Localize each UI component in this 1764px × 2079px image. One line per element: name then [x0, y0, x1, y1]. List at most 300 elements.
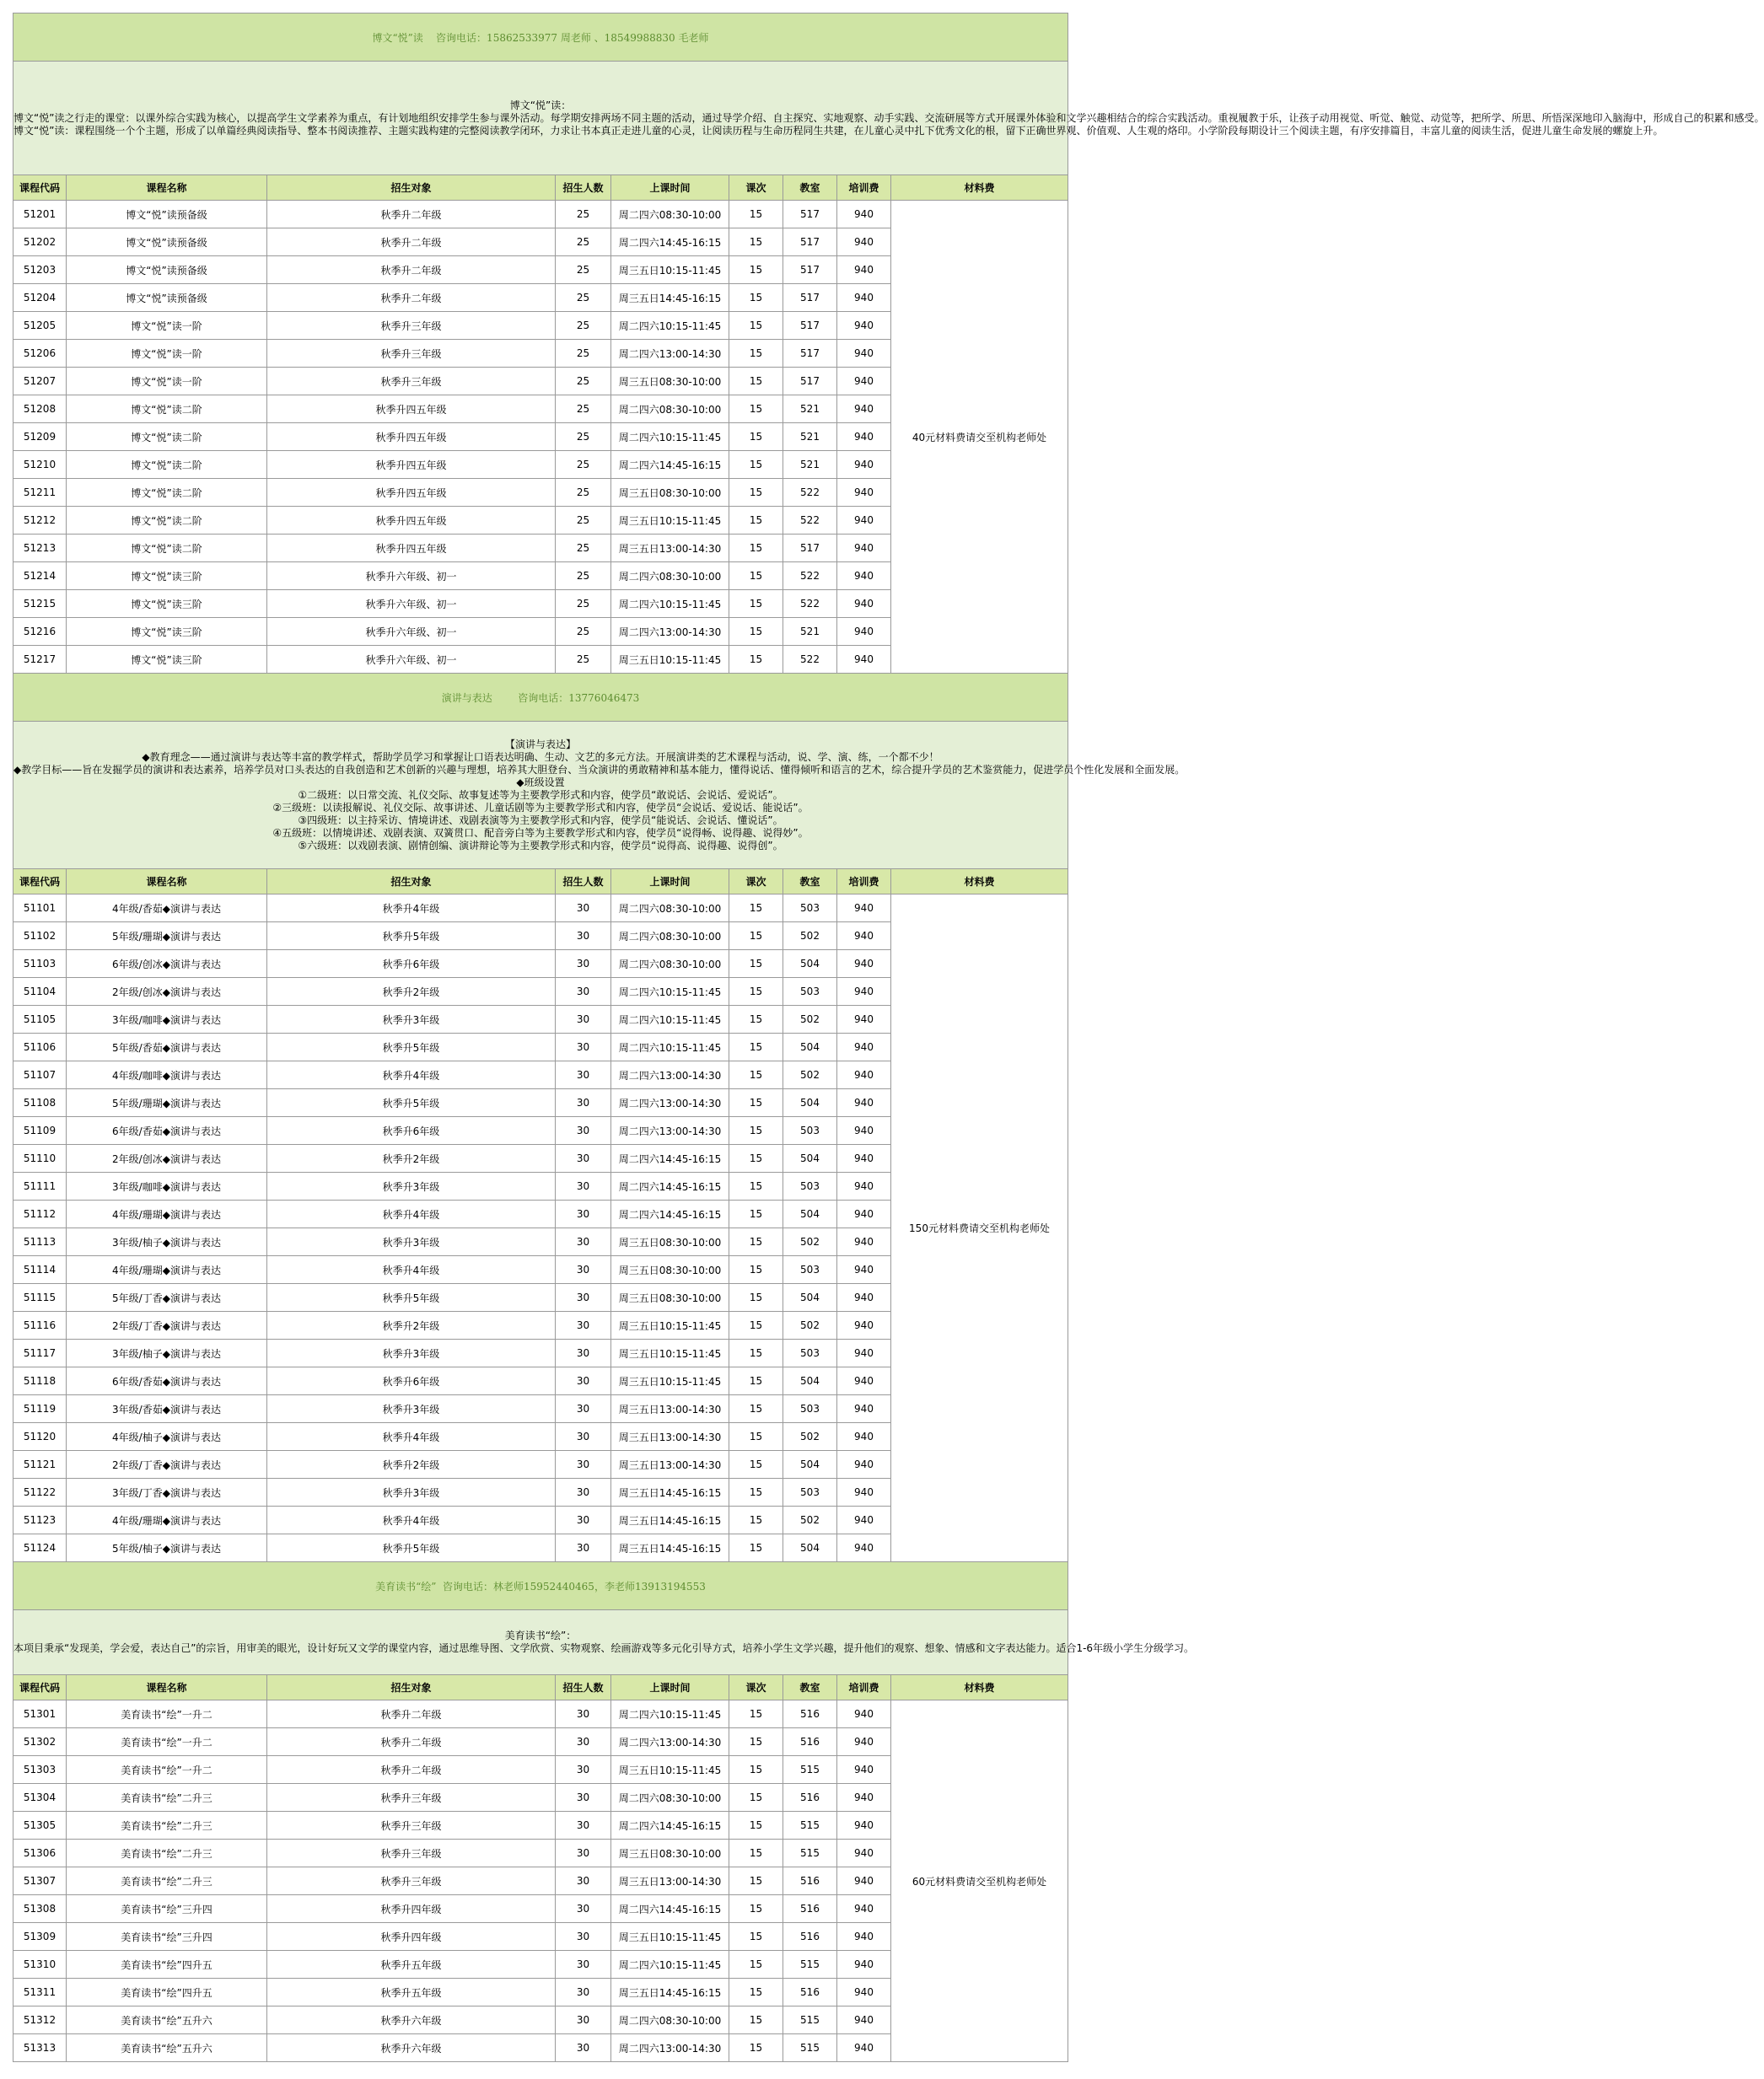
classroom: 502: [783, 1423, 837, 1451]
course-name: 2年级/丁香◆演讲与表达: [67, 1451, 267, 1479]
enroll-target: 秋季升4年级: [267, 1201, 556, 1228]
classroom: 516: [783, 1728, 837, 1756]
course-name: 5年级/珊瑚◆演讲与表达: [67, 1089, 267, 1117]
course-code: 51313: [13, 2034, 67, 2062]
sessions: 15: [729, 1395, 783, 1423]
enroll-target: 秋季升四五年级: [267, 479, 556, 507]
header-tuition: 培训费: [837, 869, 891, 894]
course-name: 博文“悦”读二阶: [67, 395, 267, 423]
enroll-target: 秋季升6年级: [267, 1367, 556, 1395]
sessions: 15: [729, 284, 783, 312]
classroom: 502: [783, 922, 837, 950]
class-time: 周三五日08:30-10:00: [611, 1840, 729, 1867]
course-name: 美育读书“绘”二升三: [67, 1840, 267, 1867]
tuition: 940: [837, 1756, 891, 1784]
class-time: 周二四六13:00-14:30: [611, 1089, 729, 1117]
enroll-target: 秋季升2年级: [267, 1451, 556, 1479]
classroom: 521: [783, 423, 837, 451]
course-code: 51120: [13, 1423, 67, 1451]
capacity: 30: [556, 1173, 611, 1201]
capacity: 30: [556, 1812, 611, 1840]
capacity: 30: [556, 1728, 611, 1756]
class-time: 周三五日10:15-11:45: [611, 1312, 729, 1340]
column-header-row: [13, 1675, 1068, 1700]
description-line: 【演讲与表达】: [504, 738, 576, 750]
capacity: 30: [556, 1117, 611, 1145]
enroll-target: 秋季升4年级: [267, 1423, 556, 1451]
course-code: 51306: [13, 1840, 67, 1867]
class-time: 周三五日10:15-11:45: [611, 256, 729, 284]
tuition: 940: [837, 950, 891, 978]
class-time: 周二四六13:00-14:30: [611, 618, 729, 646]
class-time: 周三五日14:45-16:15: [611, 1534, 729, 1562]
sessions: 15: [729, 451, 783, 479]
class-time: 周三五日10:15-11:45: [611, 1367, 729, 1395]
course-name: 2年级/丁香◆演讲与表达: [67, 1312, 267, 1340]
classroom: 522: [783, 479, 837, 507]
course-name: 4年级/珊瑚◆演讲与表达: [67, 1507, 267, 1534]
classroom: 504: [783, 1034, 837, 1061]
tuition: 940: [837, 1145, 891, 1173]
tuition: 940: [837, 507, 891, 535]
class-time: 周二四六08:30-10:00: [611, 562, 729, 590]
classroom: 503: [783, 1479, 837, 1507]
course-code: 51117: [13, 1340, 67, 1367]
course-code: 51206: [13, 340, 67, 368]
enroll-target: 秋季升四五年级: [267, 451, 556, 479]
header-sessions: 课次: [729, 869, 783, 894]
capacity: 25: [556, 618, 611, 646]
description-line: 美育读书“绘”：: [504, 1630, 577, 1641]
course-code: 51111: [13, 1173, 67, 1201]
tuition: 940: [837, 228, 891, 256]
course-schedule-sheet: [13, 13, 1764, 2062]
capacity: 25: [556, 368, 611, 395]
sessions: 15: [729, 1089, 783, 1117]
class-time: 周三五日14:45-16:15: [611, 1979, 729, 2006]
sessions: 15: [729, 562, 783, 590]
sessions: 15: [729, 1534, 783, 1562]
tuition: 940: [837, 1923, 891, 1951]
classroom: 504: [783, 950, 837, 978]
header-course-name: 课程名称: [67, 869, 267, 894]
course-code: 51113: [13, 1228, 67, 1256]
classroom: 502: [783, 1006, 837, 1034]
course-name: 3年级/柚子◆演讲与表达: [67, 1340, 267, 1367]
course-name: 2年级/创冰◆演讲与表达: [67, 978, 267, 1006]
sessions: 15: [729, 368, 783, 395]
sessions: 15: [729, 618, 783, 646]
enroll-target: 秋季升5年级: [267, 1284, 556, 1312]
course-name: 3年级/丁香◆演讲与表达: [67, 1479, 267, 1507]
header-enroll-target: 招生对象: [267, 869, 556, 894]
class-time: 周二四六08:30-10:00: [611, 395, 729, 423]
header-capacity: 招生人数: [556, 869, 611, 894]
section-title: 演讲与表达 咨询电话：13776046473: [13, 674, 1068, 722]
classroom: 502: [783, 1312, 837, 1340]
section-description-yuedu: [13, 62, 1068, 175]
section-description-yanjiang: [13, 722, 1068, 869]
sessions: 15: [729, 1340, 783, 1367]
capacity: 30: [556, 1479, 611, 1507]
sessions: 15: [729, 1367, 783, 1395]
capacity: 30: [556, 1256, 611, 1284]
course-code: 51301: [13, 1700, 67, 1728]
tuition: 940: [837, 1507, 891, 1534]
course-name: 5年级/香茹◆演讲与表达: [67, 1034, 267, 1061]
course-name: 博文“悦”读一阶: [67, 368, 267, 395]
class-time: 周三五日08:30-10:00: [611, 368, 729, 395]
tuition: 940: [837, 1895, 891, 1923]
class-time: 周三五日08:30-10:00: [611, 1256, 729, 1284]
table-row: [13, 201, 1068, 228]
class-time: 周三五日13:00-14:30: [611, 1451, 729, 1479]
enroll-target: 秋季升三年级: [267, 1867, 556, 1895]
course-code: 51312: [13, 2006, 67, 2034]
course-name: 4年级/柚子◆演讲与表达: [67, 1423, 267, 1451]
class-time: 周二四六08:30-10:00: [611, 950, 729, 978]
sessions: 15: [729, 1228, 783, 1256]
course-name: 博文“悦”读三阶: [67, 562, 267, 590]
class-time: 周三五日13:00-14:30: [611, 1423, 729, 1451]
classroom: 502: [783, 1228, 837, 1256]
tuition: 940: [837, 312, 891, 340]
course-code: 51210: [13, 451, 67, 479]
capacity: 30: [556, 1756, 611, 1784]
sessions: 15: [729, 535, 783, 562]
capacity: 30: [556, 1979, 611, 2006]
tuition: 940: [837, 894, 891, 922]
course-name: 6年级/香茹◆演讲与表达: [67, 1367, 267, 1395]
course-name: 美育读书“绘”五升六: [67, 2006, 267, 2034]
course-code: 51122: [13, 1479, 67, 1507]
tuition: 940: [837, 1284, 891, 1312]
classroom: 503: [783, 1117, 837, 1145]
tuition: 940: [837, 284, 891, 312]
course-code: 51102: [13, 922, 67, 950]
classroom: 504: [783, 1145, 837, 1173]
capacity: 25: [556, 423, 611, 451]
course-name: 3年级/咖啡◆演讲与表达: [67, 1173, 267, 1201]
course-name: 5年级/珊瑚◆演讲与表达: [67, 922, 267, 950]
tuition: 940: [837, 1395, 891, 1423]
capacity: 30: [556, 1395, 611, 1423]
capacity: 25: [556, 535, 611, 562]
classroom: 504: [783, 1089, 837, 1117]
classroom: 504: [783, 1367, 837, 1395]
capacity: 25: [556, 590, 611, 618]
capacity: 30: [556, 1507, 611, 1534]
sessions: 15: [729, 1700, 783, 1728]
capacity: 30: [556, 1201, 611, 1228]
course-code: 51309: [13, 1923, 67, 1951]
capacity: 30: [556, 922, 611, 950]
course-name: 博文“悦”读二阶: [67, 479, 267, 507]
capacity: 25: [556, 479, 611, 507]
classroom: 502: [783, 1507, 837, 1534]
sessions: 15: [729, 1034, 783, 1061]
sessions: 15: [729, 1728, 783, 1756]
course-name: 3年级/柚子◆演讲与表达: [67, 1228, 267, 1256]
capacity: 30: [556, 1923, 611, 1951]
table-row: [13, 1700, 1068, 1728]
capacity: 30: [556, 2034, 611, 2062]
tuition: 940: [837, 1089, 891, 1117]
course-code: 51302: [13, 1728, 67, 1756]
sessions: 15: [729, 894, 783, 922]
class-time: 周二四六14:45-16:15: [611, 1201, 729, 1228]
course-code: 51304: [13, 1784, 67, 1812]
course-code: 51204: [13, 284, 67, 312]
capacity: 30: [556, 1840, 611, 1867]
course-name: 博文“悦”读预备级: [67, 284, 267, 312]
enroll-target: 秋季升三年级: [267, 1840, 556, 1867]
tuition: 940: [837, 1451, 891, 1479]
enroll-target: 秋季升三年级: [267, 340, 556, 368]
classroom: 521: [783, 451, 837, 479]
classroom: 503: [783, 1395, 837, 1423]
header-sessions: 课次: [729, 1675, 783, 1700]
course-code: 51118: [13, 1367, 67, 1395]
enroll-target: 秋季升3年级: [267, 1173, 556, 1201]
enroll-target: 秋季升2年级: [267, 978, 556, 1006]
schedule-body: [13, 13, 1764, 2062]
header-class-time: 上课时间: [611, 175, 729, 201]
tuition: 940: [837, 1034, 891, 1061]
classroom: 522: [783, 590, 837, 618]
course-code: 51217: [13, 646, 67, 674]
section-description-meiyu: [13, 1610, 1068, 1675]
material-fee-note: 40元材料费请交至机构老师处: [891, 201, 1068, 674]
header-capacity: 招生人数: [556, 1675, 611, 1700]
sessions: 15: [729, 950, 783, 978]
capacity: 30: [556, 1367, 611, 1395]
tuition: 940: [837, 1479, 891, 1507]
course-name: 博文“悦”读二阶: [67, 535, 267, 562]
tuition: 940: [837, 1951, 891, 1979]
course-name: 6年级/香茹◆演讲与表达: [67, 1117, 267, 1145]
capacity: 30: [556, 1951, 611, 1979]
enroll-target: 秋季升三年级: [267, 368, 556, 395]
enroll-target: 秋季升2年级: [267, 1312, 556, 1340]
capacity: 25: [556, 507, 611, 535]
enroll-target: 秋季升6年级: [267, 950, 556, 978]
enroll-target: 秋季升五年级: [267, 1979, 556, 2006]
enroll-target: 秋季升二年级: [267, 201, 556, 228]
enroll-target: 秋季升四五年级: [267, 507, 556, 535]
classroom: 517: [783, 368, 837, 395]
classroom: 503: [783, 1340, 837, 1367]
enroll-target: 秋季升六年级: [267, 2034, 556, 2062]
sessions: 15: [729, 1895, 783, 1923]
course-code: 51215: [13, 590, 67, 618]
tuition: 940: [837, 1784, 891, 1812]
header-material-fee: 材料费: [891, 869, 1068, 894]
enroll-target: 秋季升三年级: [267, 1784, 556, 1812]
enroll-target: 秋季升三年级: [267, 1812, 556, 1840]
tuition: 940: [837, 201, 891, 228]
class-time: 周三五日10:15-11:45: [611, 1756, 729, 1784]
enroll-target: 秋季升4年级: [267, 1256, 556, 1284]
class-time: 周三五日10:15-11:45: [611, 507, 729, 535]
class-time: 周三五日13:00-14:30: [611, 1867, 729, 1895]
class-time: 周二四六13:00-14:30: [611, 1061, 729, 1089]
sessions: 15: [729, 201, 783, 228]
header-classroom: 教室: [783, 869, 837, 894]
description-text: [13, 722, 1186, 869]
description-text: [13, 1610, 1195, 1675]
class-time: 周二四六14:45-16:15: [611, 1173, 729, 1201]
sessions: 15: [729, 228, 783, 256]
course-code: 51205: [13, 312, 67, 340]
classroom: 517: [783, 284, 837, 312]
class-time: 周二四六08:30-10:00: [611, 922, 729, 950]
tuition: 940: [837, 1228, 891, 1256]
class-time: 周二四六10:15-11:45: [611, 1006, 729, 1034]
course-name: 2年级/创冰◆演讲与表达: [67, 1145, 267, 1173]
capacity: 25: [556, 451, 611, 479]
enroll-target: 秋季升5年级: [267, 1034, 556, 1061]
class-time: 周三五日14:45-16:15: [611, 1507, 729, 1534]
sessions: 15: [729, 1423, 783, 1451]
course-code: 51305: [13, 1812, 67, 1840]
classroom: 504: [783, 1451, 837, 1479]
course-name: 4年级/珊瑚◆演讲与表达: [67, 1201, 267, 1228]
course-name: 美育读书“绘”四升五: [67, 1979, 267, 2006]
capacity: 30: [556, 1867, 611, 1895]
header-course-name: 课程名称: [67, 1675, 267, 1700]
enroll-target: 秋季升二年级: [267, 228, 556, 256]
course-name: 美育读书“绘”四升五: [67, 1951, 267, 1979]
sessions: 15: [729, 922, 783, 950]
header-enroll-target: 招生对象: [267, 175, 556, 201]
course-name: 博文“悦”读二阶: [67, 507, 267, 535]
classroom: 515: [783, 1951, 837, 1979]
class-time: 周二四六10:15-11:45: [611, 1034, 729, 1061]
course-code: 51109: [13, 1117, 67, 1145]
class-time: 周三五日10:15-11:45: [611, 1340, 729, 1367]
course-code: 51116: [13, 1312, 67, 1340]
enroll-target: 秋季升5年级: [267, 1089, 556, 1117]
classroom: 516: [783, 1895, 837, 1923]
course-name: 3年级/咖啡◆演讲与表达: [67, 1006, 267, 1034]
table-row: [13, 894, 1068, 922]
course-name: 6年级/创冰◆演讲与表达: [67, 950, 267, 978]
header-course-name: 课程名称: [67, 175, 267, 201]
material-fee-note: 60元材料费请交至机构老师处: [891, 1700, 1068, 2062]
course-code: 51108: [13, 1089, 67, 1117]
capacity: 25: [556, 228, 611, 256]
sessions: 15: [729, 423, 783, 451]
class-time: 周三五日14:45-16:15: [611, 284, 729, 312]
course-name: 美育读书“绘”一升二: [67, 1756, 267, 1784]
description-line: 博文“悦”读：: [509, 99, 572, 111]
capacity: 30: [556, 1034, 611, 1061]
classroom: 517: [783, 535, 837, 562]
capacity: 30: [556, 1534, 611, 1562]
enroll-target: 秋季升3年级: [267, 1228, 556, 1256]
capacity: 30: [556, 1145, 611, 1173]
course-code: 51208: [13, 395, 67, 423]
enroll-target: 秋季升五年级: [267, 1951, 556, 1979]
class-time: 周二四六13:00-14:30: [611, 1728, 729, 1756]
course-code: 51124: [13, 1534, 67, 1562]
sessions: 15: [729, 256, 783, 284]
description-line: ⑤六级班：以戏剧表演、剧情创编、演讲辩论等为主要教学形式和内容，使学员“说得高、说得趣、说得创”。: [298, 839, 783, 851]
sessions: 15: [729, 1840, 783, 1867]
classroom: 517: [783, 312, 837, 340]
enroll-target: 秋季升4年级: [267, 894, 556, 922]
tuition: 940: [837, 2034, 891, 2062]
classroom: 503: [783, 1256, 837, 1284]
capacity: 30: [556, 2006, 611, 2034]
header-class-time: 上课时间: [611, 1675, 729, 1700]
course-name: 美育读书“绘”一升二: [67, 1700, 267, 1728]
sessions: 15: [729, 978, 783, 1006]
class-time: 周二四六08:30-10:00: [611, 201, 729, 228]
tuition: 940: [837, 1700, 891, 1728]
course-code: 51119: [13, 1395, 67, 1423]
description-line: 博文“悦”读：课程围绕一个个主题，形成了以单篇经典阅读指导、整本书阅读推荐、主题实践构建的完整阅读教学闭环，力求让书本真正走进儿童的心灵，让阅读历程与生命历程同生共建，在儿童心灵中扎下优秀文化的根，留下正确世界观、价值观、人生观的烙印。小学阶段每期设计三个阅读主题，有序安排篇目，丰富儿童的阅读生活，促进儿童生命发展的螺旋上升。: [13, 124, 1664, 137]
enroll-target: 秋季升二年级: [267, 1756, 556, 1784]
classroom: 522: [783, 562, 837, 590]
course-name: 博文“悦”读一阶: [67, 340, 267, 368]
classroom: 503: [783, 1173, 837, 1201]
class-time: 周三五日08:30-10:00: [611, 479, 729, 507]
sessions: 15: [729, 1756, 783, 1784]
description-line: ②三级班：以读报解说、礼仪交际、故事讲述、儿童话剧等为主要教学形式和内容，使学员“会说话、爱说话、能说话”。: [272, 801, 809, 814]
course-code: 51115: [13, 1284, 67, 1312]
description-line: 本项目秉承“发现美，学会爱，表达自己”的宗旨，用审美的眼光，设计好玩又文学的课堂内容，通过思维导图、文学欣赏、实物观察、绘画游戏等多元化引导方式，培养小学生文学兴趣，提升他们的观察、想象、情感和文字表达能力。适合1-6年级小学生分级学习。: [13, 1642, 1195, 1654]
capacity: 25: [556, 256, 611, 284]
capacity: 30: [556, 1340, 611, 1367]
class-time: 周二四六13:00-14:30: [611, 2034, 729, 2062]
course-code: 51207: [13, 368, 67, 395]
tuition: 940: [837, 1534, 891, 1562]
course-code: 51114: [13, 1256, 67, 1284]
course-code: 51123: [13, 1507, 67, 1534]
enroll-target: 秋季升2年级: [267, 1145, 556, 1173]
tuition: 940: [837, 590, 891, 618]
sessions: 15: [729, 1507, 783, 1534]
course-name: 美育读书“绘”二升三: [67, 1784, 267, 1812]
course-code: 51303: [13, 1756, 67, 1784]
course-code: 51201: [13, 201, 67, 228]
capacity: 25: [556, 284, 611, 312]
enroll-target: 秋季升四五年级: [267, 395, 556, 423]
course-code: 51216: [13, 618, 67, 646]
capacity: 30: [556, 1284, 611, 1312]
course-name: 博文“悦”读三阶: [67, 590, 267, 618]
course-code: 51212: [13, 507, 67, 535]
class-time: 周三五日08:30-10:00: [611, 1284, 729, 1312]
sessions: 15: [729, 1451, 783, 1479]
header-classroom: 教室: [783, 175, 837, 201]
class-time: 周二四六14:45-16:15: [611, 451, 729, 479]
course-code: 51213: [13, 535, 67, 562]
class-time: 周三五日10:15-11:45: [611, 1923, 729, 1951]
course-code: 51112: [13, 1201, 67, 1228]
course-name: 博文“悦”读二阶: [67, 423, 267, 451]
sessions: 15: [729, 395, 783, 423]
class-time: 周三五日10:15-11:45: [611, 646, 729, 674]
enroll-target: 秋季升四年级: [267, 1923, 556, 1951]
tuition: 940: [837, 340, 891, 368]
tuition: 940: [837, 1061, 891, 1089]
course-code: 51101: [13, 894, 67, 922]
tuition: 940: [837, 1117, 891, 1145]
course-name: 4年级/香茹◆演讲与表达: [67, 894, 267, 922]
